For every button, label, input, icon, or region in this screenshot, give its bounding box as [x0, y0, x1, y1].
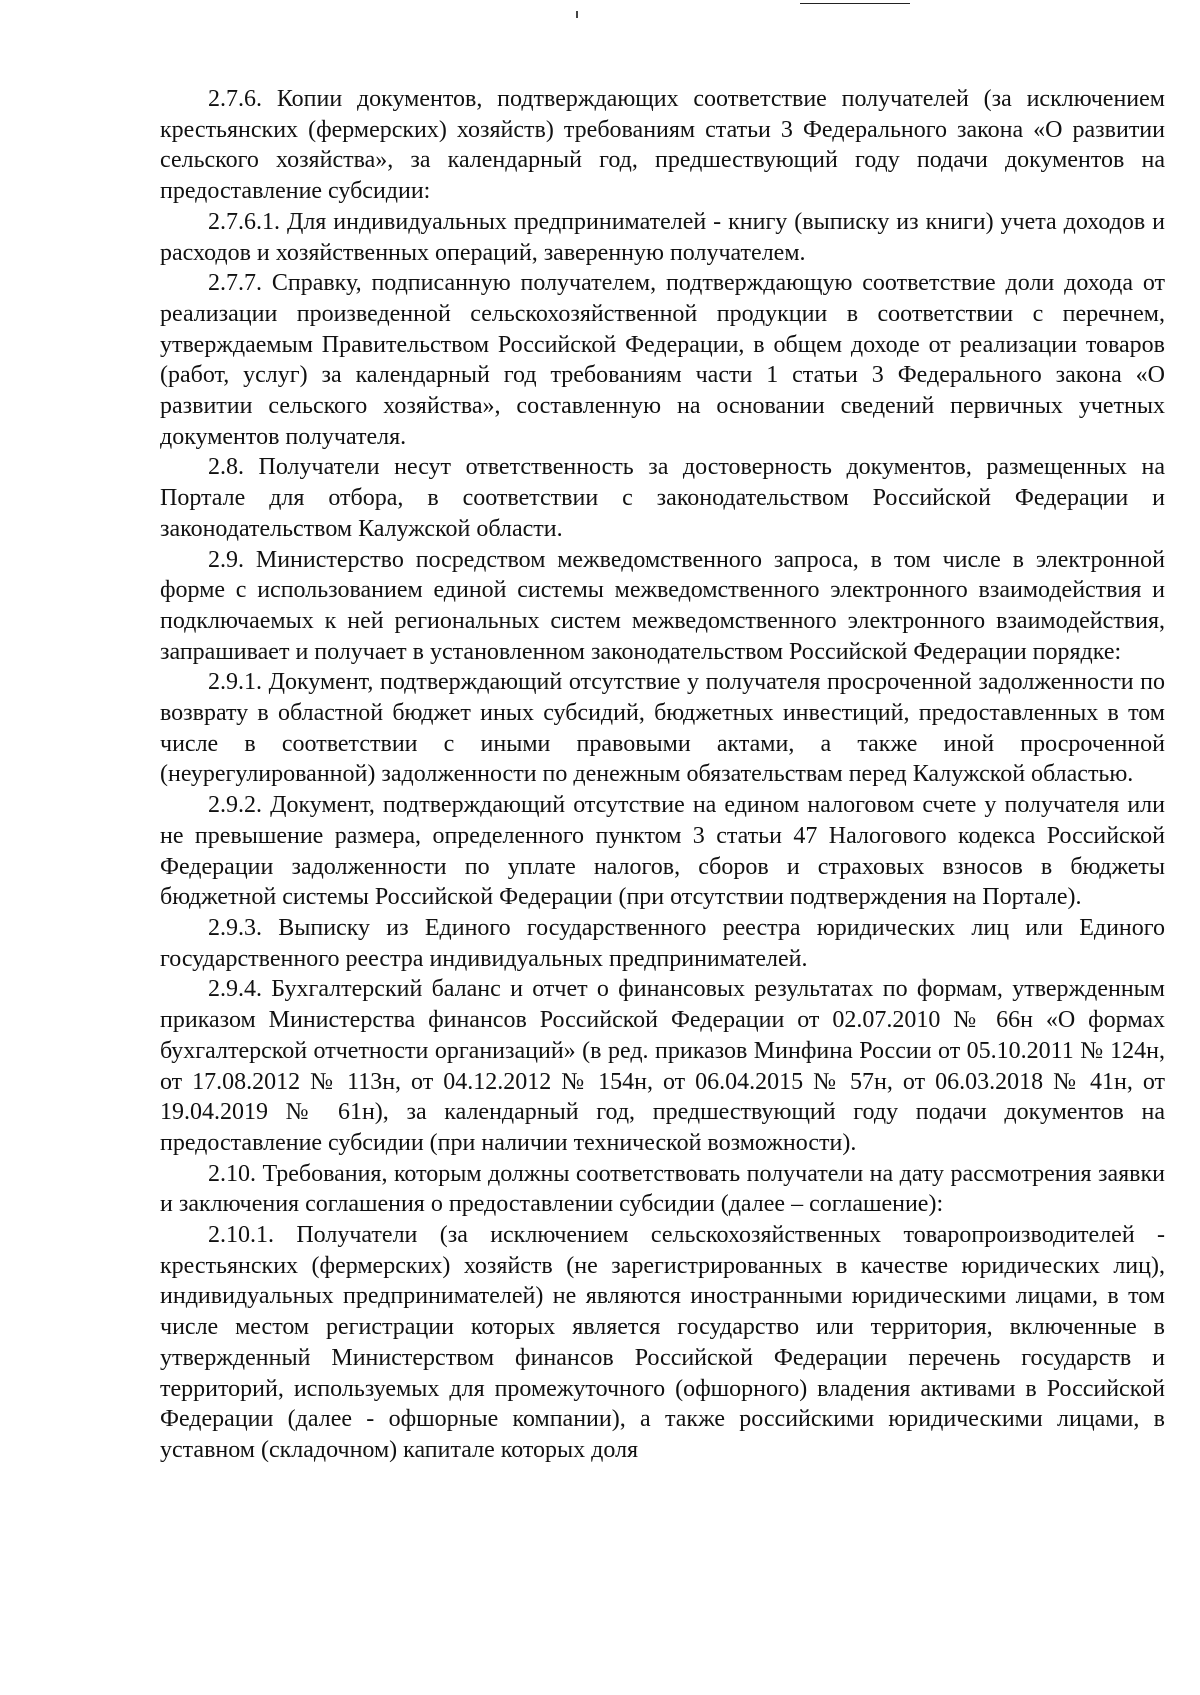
paragraph-2-10-1: 2.10.1. Получатели (за исключением сельскохозяйственных товаропроизводителей - крестьянских (фермерских) хозяйств (не зарегистрированных в качестве юридических лиц), индивидуальных предпринимателей) не являются иностранными юридическими лицами, в том числе местом регистрации которых является государство или территория, включенные в утвержденный Министерством финансов Российской Федерации перечень государств и территорий, используемых для промежуточного (офшорного) владения активами в Российской Федерации (далее - офшорные компании), а также российскими юридическими лицами, в уставном (складочном) капитале которых доля: [160, 1222, 1165, 1463]
paragraph-2-9-1: 2.9.1. Документ, подтверждающий отсутствие у получателя просроченной задолженности по возврату в областной бюджет иных субсидий, бюджетных инвестиций, предоставленных в том числе в соответствии с иными правовыми актами, а также иной просроченной (неурегулированной) задолженности по денежным обязательствам перед Калужской областью.: [160, 669, 1165, 788]
paragraph-2-7-6: 2.7.6. Копии документов, подтверждающих соответствие получателей (за исключением крестьянских (фермерских) хозяйств) требованиям статьи 3 Федерального закона «О развитии сельского хозяйства», за календарный год, предшествующий году подачи документов на предоставление субсидии:: [160, 86, 1165, 205]
header-rule: [800, 3, 910, 4]
paragraph-2-9-4: 2.9.4. Бухгалтерский баланс и отчет о финансовых результатах по формам, утвержденным приказом Министерства финансов Российской Федерации от 02.07.2010 № 66н «О формах бухгалтерской отчетности организаций» (в ред. приказов Минфина России от 05.10.2011 № 124н, от 17.08.2012 № 113н, от 04.12.2012 № 154н, от 06.04.2015 № 57н, от 06.03.2018 № 41н, от 19.04.2019 № 61н), за календарный год, предшествующий году подачи документов на предоставление субсидии (при наличии технической возможности).: [160, 976, 1165, 1156]
paragraph-2-7-6-1: 2.7.6.1. Для индивидуальных предпринимателей - книгу (выписку из книги) учета доходов и расходов и хозяйственных операций, заверенную получателем.: [160, 208, 1165, 266]
paragraph-2-9-3: 2.9.3. Выписку из Единого государственного реестра юридических лиц или Единого государственного реестра индивидуальных предпринимателей.: [160, 914, 1165, 972]
paragraph-2-7-7: 2.7.7. Справку, подписанную получателем, подтверждающую соответствие доли дохода от реализации произведенной сельскохозяйственной продукции в соответствии с перечнем, утверждаемым Правительством Российской Федерации, в общем доходе от реализации товаров (работ, услуг) за календарный год требованиям части 1 статьи 3 Федерального закона «О развитии сельского хозяйства», составленную на основании сведений первичных учетных документов получателя.: [160, 270, 1165, 450]
paragraph-2-9: 2.9. Министерство посредством межведомственного запроса, в том числе в электронной форме с использованием единой системы межведомственного электронного взаимодействия и подключаемых к ней региональных систем межведомственного электронного взаимодействия, запрашивает и получает в установленном законодательством Российской Федерации порядке:: [160, 546, 1165, 665]
paragraph-2-8: 2.8. Получатели несут ответственность за достоверность документов, размещенных на Портале для отбора, в соответствии с законодательством Российской Федерации и законодательством Калужской области.: [160, 454, 1165, 542]
scan-mark: [576, 11, 578, 18]
paragraph-2-9-2: 2.9.2. Документ, подтверждающий отсутствие на едином налоговом счете у получателя или не превышение размера, определенного пунктом 3 статьи 47 Налогового кодекса Российской Федерации задолженности по уплате налогов, сборов и страховых взносов в бюджеты бюджетной системы Российской Федерации (при отсутствии подтверждения на Портале).: [160, 792, 1165, 911]
document-body: [160, 84, 1165, 1466]
paragraph-2-10: 2.10. Требования, которым должны соответствовать получатели на дату рассмотрения заявки и заключения соглашения о предоставлении субсидии (далее – соглашение):: [160, 1160, 1165, 1218]
